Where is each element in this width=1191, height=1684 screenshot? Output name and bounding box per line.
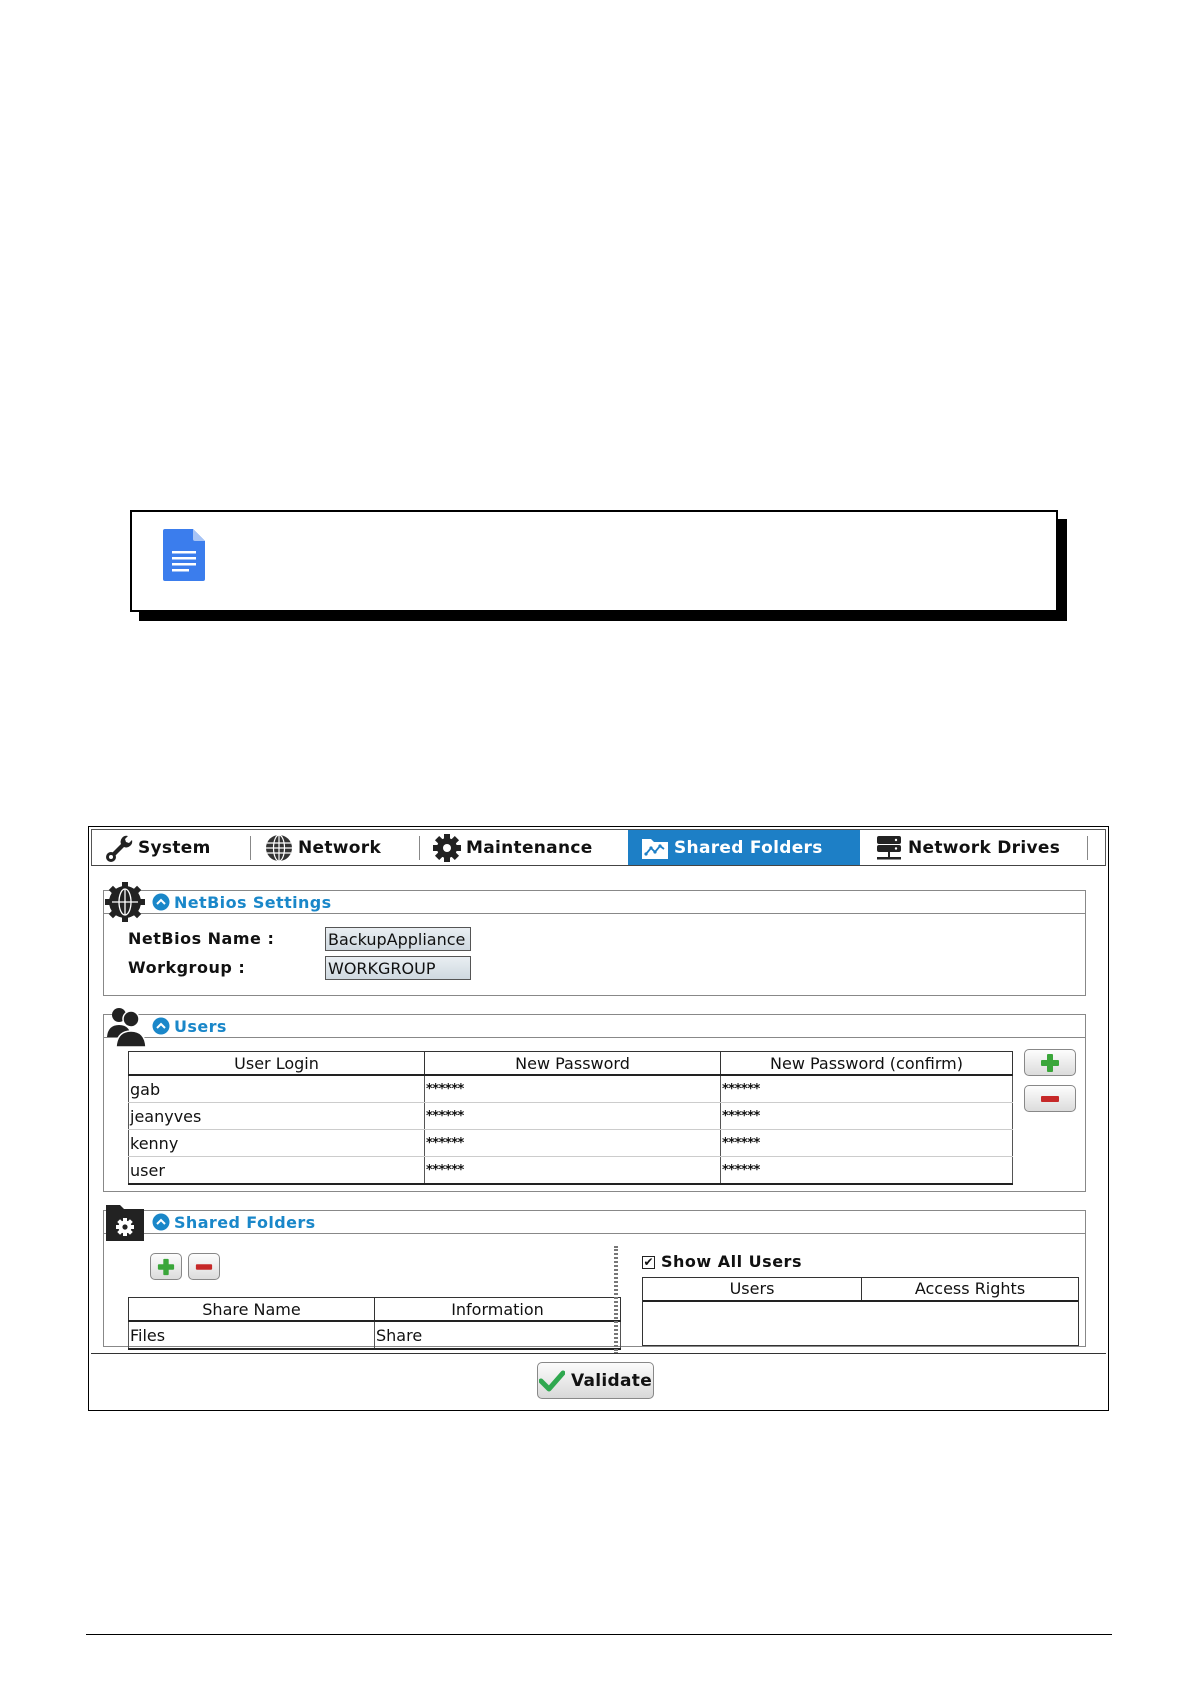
section-header	[104, 1211, 1085, 1234]
table-row[interactable]	[129, 1157, 1013, 1185]
tab-bar	[91, 829, 1106, 866]
netbios-name-field[interactable]: BackupAppliance	[325, 927, 471, 951]
tab-network[interactable]	[264, 830, 409, 865]
password-cell[interactable]: ******	[425, 1130, 721, 1157]
access-rights-list[interactable]	[642, 1277, 1079, 1346]
add-share-button[interactable]	[150, 1253, 182, 1280]
table-row[interactable]	[129, 1321, 621, 1349]
tab-network-label: Network	[298, 837, 382, 858]
validate-label: Validate	[570, 1370, 653, 1391]
add-user-button[interactable]	[1024, 1049, 1076, 1076]
globe-gear-icon	[104, 881, 148, 923]
table-row[interactable]	[129, 1103, 1013, 1130]
password-confirm-cell[interactable]: ******	[721, 1103, 1013, 1130]
collapse-chevron-icon[interactable]	[152, 1213, 170, 1231]
tab-network-drives[interactable]	[874, 830, 1079, 865]
show-all-users-checkbox[interactable]: ✔	[643, 1255, 654, 1269]
column-header[interactable]: Access Rights	[914, 1279, 1026, 1298]
document-icon	[163, 529, 205, 581]
tab-system-label: System	[138, 837, 211, 858]
password-cell[interactable]: ******	[425, 1157, 721, 1185]
validate-button[interactable]	[537, 1362, 654, 1399]
section-header	[104, 1015, 1085, 1038]
page-footer-rule	[86, 1634, 1112, 1635]
section-header	[104, 891, 1085, 914]
remove-user-button[interactable]	[1024, 1085, 1076, 1112]
password-cell[interactable]: ******	[425, 1103, 721, 1130]
tab-maintenance-label: Maintenance	[466, 837, 593, 858]
shares-table	[128, 1297, 621, 1350]
share-info-cell[interactable]: Share	[375, 1321, 621, 1349]
shared-folders-section	[103, 1210, 1086, 1347]
netbios-name-label: NetBios Name :	[128, 929, 275, 948]
workgroup-field[interactable]: WORKGROUP	[325, 956, 471, 980]
app-window	[88, 826, 1109, 1411]
column-header[interactable]: Share Name	[129, 1298, 375, 1322]
table-row[interactable]	[129, 1130, 1013, 1157]
password-confirm-cell[interactable]: ******	[721, 1130, 1013, 1157]
plus-icon	[157, 1258, 175, 1276]
user-login-cell[interactable]: kenny	[129, 1130, 425, 1157]
users-table	[128, 1051, 1013, 1185]
checkmark-icon	[539, 1370, 565, 1392]
gear-icon	[432, 833, 462, 863]
workgroup-label: Workgroup :	[128, 958, 246, 977]
tab-maintenance[interactable]	[432, 830, 612, 865]
remove-share-button[interactable]	[188, 1253, 220, 1280]
collapse-chevron-icon[interactable]	[152, 1017, 170, 1035]
folder-gear-icon	[104, 1201, 148, 1243]
note-box	[130, 510, 1058, 612]
password-confirm-cell[interactable]: ******	[721, 1157, 1013, 1185]
column-header[interactable]: User Login	[129, 1052, 425, 1076]
shared-folders-title: Shared Folders	[174, 1213, 316, 1232]
splitter-handle[interactable]	[614, 1246, 618, 1354]
users-icon	[104, 1005, 148, 1047]
share-name-cell[interactable]: Files	[129, 1321, 375, 1349]
users-section	[103, 1014, 1086, 1192]
plus-icon	[1040, 1053, 1060, 1073]
minus-icon	[195, 1258, 213, 1276]
collapse-chevron-icon[interactable]	[152, 893, 170, 911]
netbios-title: NetBios Settings	[174, 893, 332, 912]
wrench-gear-icon	[104, 833, 134, 863]
footer-divider	[91, 1353, 1106, 1354]
tab-separator	[250, 836, 251, 860]
globe-icon	[264, 833, 294, 863]
tab-system[interactable]	[104, 830, 249, 865]
table-row[interactable]	[129, 1075, 1013, 1103]
minus-icon	[1040, 1089, 1060, 1109]
network-drive-icon	[874, 833, 904, 863]
column-header[interactable]: Users	[643, 1278, 862, 1300]
user-login-cell[interactable]: gab	[129, 1075, 425, 1103]
tab-shared-folders-label: Shared Folders	[674, 837, 823, 858]
column-header[interactable]: New Password (confirm)	[721, 1052, 1013, 1076]
shared-folder-icon	[640, 833, 670, 863]
access-rights-header	[643, 1278, 1078, 1302]
tab-shared-folders[interactable]	[628, 830, 860, 865]
tab-separator	[1087, 836, 1088, 860]
tab-network-drives-label: Network Drives	[908, 837, 1061, 858]
password-confirm-cell[interactable]: ******	[721, 1075, 1013, 1103]
user-login-cell[interactable]: user	[129, 1157, 425, 1185]
user-login-cell[interactable]: jeanyves	[129, 1103, 425, 1130]
column-header[interactable]: New Password	[425, 1052, 721, 1076]
tab-separator	[419, 836, 420, 860]
show-all-users-label: Show All Users	[661, 1252, 802, 1271]
users-title: Users	[174, 1017, 227, 1036]
password-cell[interactable]: ******	[425, 1075, 721, 1103]
netbios-section	[103, 890, 1086, 996]
column-header[interactable]: Information	[375, 1298, 621, 1322]
